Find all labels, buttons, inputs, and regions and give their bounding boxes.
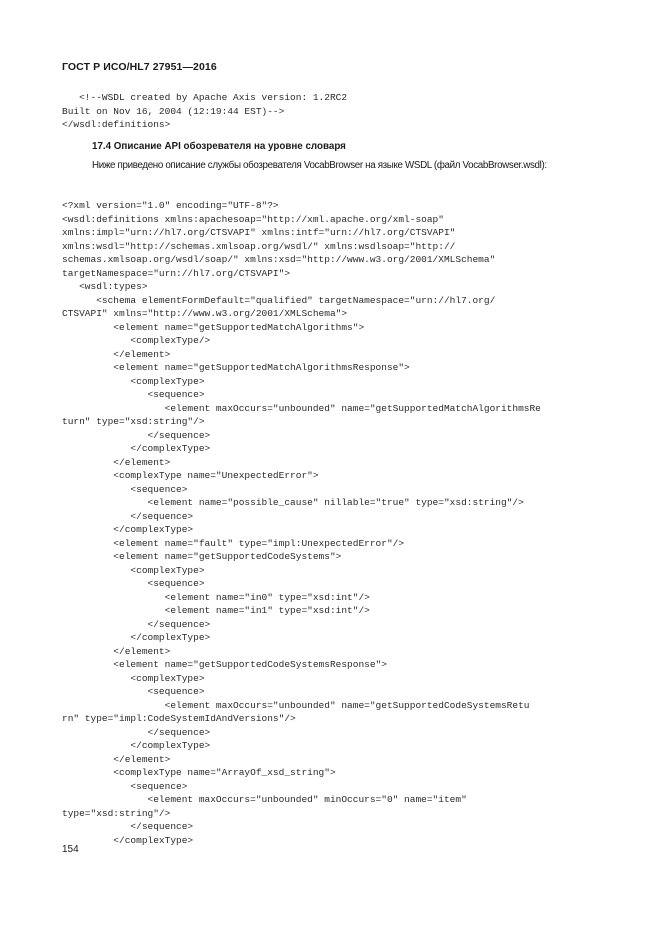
code-line: <wsdl:definitions xmlns:apachesoap="http://xml.apache.org/xml-soap" — [62, 213, 444, 225]
code-line: <element maxOccurs="unbounded" name="getSupportedCodeSystemsRetu — [62, 699, 530, 711]
code-line: </element> — [62, 753, 171, 765]
code-line: </complexType> — [62, 443, 211, 454]
code-line: <sequence> — [62, 686, 205, 697]
code-line: </sequence> — [62, 510, 194, 522]
code-line: Built on Nov 16, 2004 (12:19:44 EST)--> — [62, 105, 285, 117]
code-line: </element> — [62, 456, 171, 468]
code-block-top — [62, 91, 347, 132]
code-line: <sequence> — [62, 483, 188, 495]
code-line: </sequence> — [62, 726, 211, 738]
code-line: <element name="possible_cause" nillable="true" type="xsd:string"/> — [62, 497, 524, 508]
code-line: <complexType name="UnexpectedError"> — [62, 470, 319, 481]
code-line: </complexType> — [62, 632, 211, 643]
code-line: </element> — [62, 645, 171, 657]
code-line: <element name="fault" type="impl:UnexpectedError"/> — [62, 537, 405, 549]
code-line: schemas.xmlsoap.org/wsdl/soap/" xmlns:xsd="http://www.w3.org/2001/XMLSchema" — [62, 254, 496, 265]
code-line: </sequence> — [62, 618, 211, 630]
code-line: </sequence> — [62, 821, 194, 832]
code-line: <element maxOccurs="unbounded" minOccurs="0" name="item" — [62, 794, 467, 805]
code-line: <complexType> — [62, 375, 205, 387]
code-line: <sequence> — [62, 780, 188, 792]
page-number: 154 — [62, 844, 79, 855]
code-line: <element name="getSupportedCodeSystemsResponse"> — [62, 659, 387, 670]
code-line: <complexType/> — [62, 335, 211, 346]
code-line: <element name="getSupportedCodeSystems"> — [62, 551, 342, 562]
code-line: CTSVAPI" xmlns="http://www.w3.org/2001/XMLSchema"> — [62, 308, 348, 319]
code-line: </sequence> — [62, 429, 211, 441]
standard-header: ГОСТ Р ИСО/HL7 27951—2016 — [62, 61, 217, 73]
code-line: xmlns:impl="urn://hl7.org/CTSVAPI" xmlns:intf="urn://hl7.org/CTSVAPI" — [62, 227, 456, 238]
code-line: <complexType> — [62, 672, 205, 684]
code-line: <?xml version="1.0" encoding="UTF-8"?> — [62, 200, 279, 211]
code-line: <element name="in0" type="xsd:int"/> — [62, 591, 370, 603]
code-block-main — [62, 199, 541, 847]
code-line: <wsdl:types> — [62, 281, 148, 292]
code-line: <complexType> — [62, 564, 205, 576]
code-line: turn" type="xsd:string"/> — [62, 416, 205, 427]
code-line: <element name="in1" type="xsd:int"/> — [62, 605, 370, 616]
code-line: </element> — [62, 348, 171, 360]
code-line: type="xsd:string"/> — [62, 807, 171, 819]
code-line: <!--WSDL created by Apache Axis version: 1.2RC2 — [62, 92, 348, 103]
code-line: <element maxOccurs="unbounded" name="getSupportedMatchAlgorithmsRe — [62, 402, 541, 414]
code-line: </complexType> — [62, 834, 194, 846]
code-line: rn" type="impl:CodeSystemIdAndVersions"/> — [62, 713, 296, 724]
section-heading: 17.4 Описание API обозревателя на уровне словаря — [92, 141, 346, 152]
code-line: <schema elementFormDefault="qualified" targetNamespace="urn://hl7.org/ — [62, 294, 496, 306]
code-line: </complexType> — [62, 524, 194, 535]
code-line: <sequence> — [62, 578, 205, 589]
code-line: <element name="getSupportedMatchAlgorithmsResponse"> — [62, 362, 410, 373]
code-line: <complexType name="ArrayOf_xsd_string"> — [62, 767, 336, 778]
section-paragraph: Ниже приведено описание службы обозревателя VocabBrowser на языке WSDL (файл VocabBrowser.wsdl): — [92, 160, 547, 171]
code-line: xmlns:wsdl="http://schemas.xmlsoap.org/wsdl/" xmlns:wsdlsoap="http:// — [62, 240, 456, 252]
code-line: <element name="getSupportedMatchAlgorithms"> — [62, 321, 365, 333]
code-line: </complexType> — [62, 740, 211, 751]
code-line: targetNamespace="urn://hl7.org/CTSVAPI"> — [62, 267, 291, 279]
code-line: <sequence> — [62, 389, 205, 400]
code-line: </wsdl:definitions> — [62, 119, 171, 130]
